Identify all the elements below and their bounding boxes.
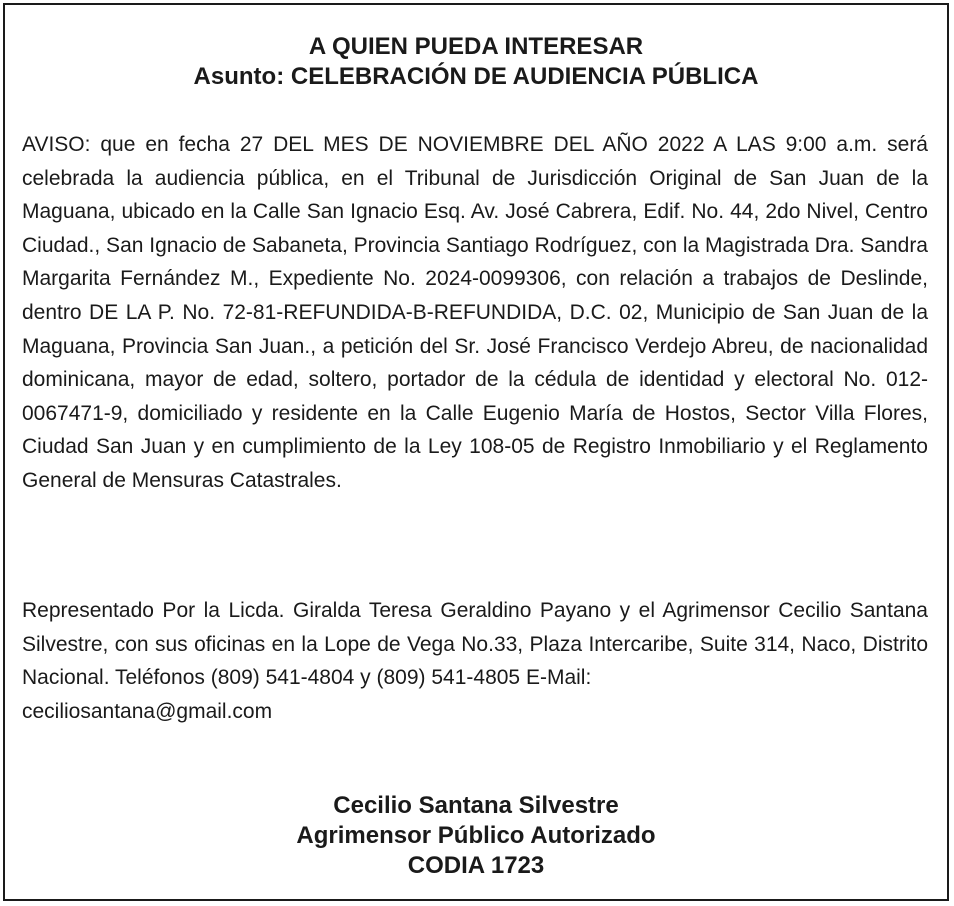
representation-text: Representado Por la Licda. Giralda Teresa Geraldino Payano y el Agrimensor Cecilio Santana Silvestre, con sus oficinas en la Lope de Vega No.33, Plaza Intercaribe, Suite 314, Naco, Distrito Nacional. Teléfonos (809) 541-4804 y (809) 541-4805 E-Mail: (22, 599, 928, 690)
legal-notice (3, 3, 949, 901)
contact-email: ceciliosantana@gmail.com (22, 699, 273, 723)
representation-paragraph (22, 594, 928, 728)
signature-title: Agrimensor Público Autorizado (296, 822, 656, 849)
notice-subject: Asunto: CELEBRACIÓN DE AUDIENCIA PÚBLICA (193, 63, 759, 90)
signature-name: Cecilio Santana Silvestre (333, 792, 619, 819)
signature-registration: CODIA 1723 (407, 852, 545, 879)
notice-body-paragraph: AVISO: que en fecha 27 DEL MES DE NOVIEMBRE DEL AÑO 2022 A LAS 9:00 a.m. será celebrada la audiencia pública, en el Tribunal de Jurisdicción Original de San Juan de la Maguana, ubicado en la Calle San Ignacio Esq. Av. José Cabrera, Edif. No. 44, 2do Nivel, Centro Ciudad., San Ignacio de Sabaneta, Provincia Santiago Rodríguez, con la Magistrada Dra. Sandra Margarita Fernández M., Expediente No. 2024-0099306, con relación a trabajos de Deslinde, dentro DE LA P. No. 72-81-REFUNDIDA-B-REFUNDIDA, D.C. 02, Municipio de San Juan de la Maguana, Provincia San Juan., a petición del Sr. José Francisco Verdejo Abreu, de nacionalidad dominicana, mayor de edad, soltero, portador de la cédula de identidad y electoral No. 012-0067471-9, domiciliado y residente en la Calle Eugenio María de Hostos, Sector Villa Flores, Ciudad San Juan y en cumplimiento de la Ley 108-05 de Registro Inmobiliario y el Reglamento General de Mensuras Catastrales. (22, 133, 928, 492)
notice-heading: A QUIEN PUEDA INTERESAR (308, 33, 644, 60)
